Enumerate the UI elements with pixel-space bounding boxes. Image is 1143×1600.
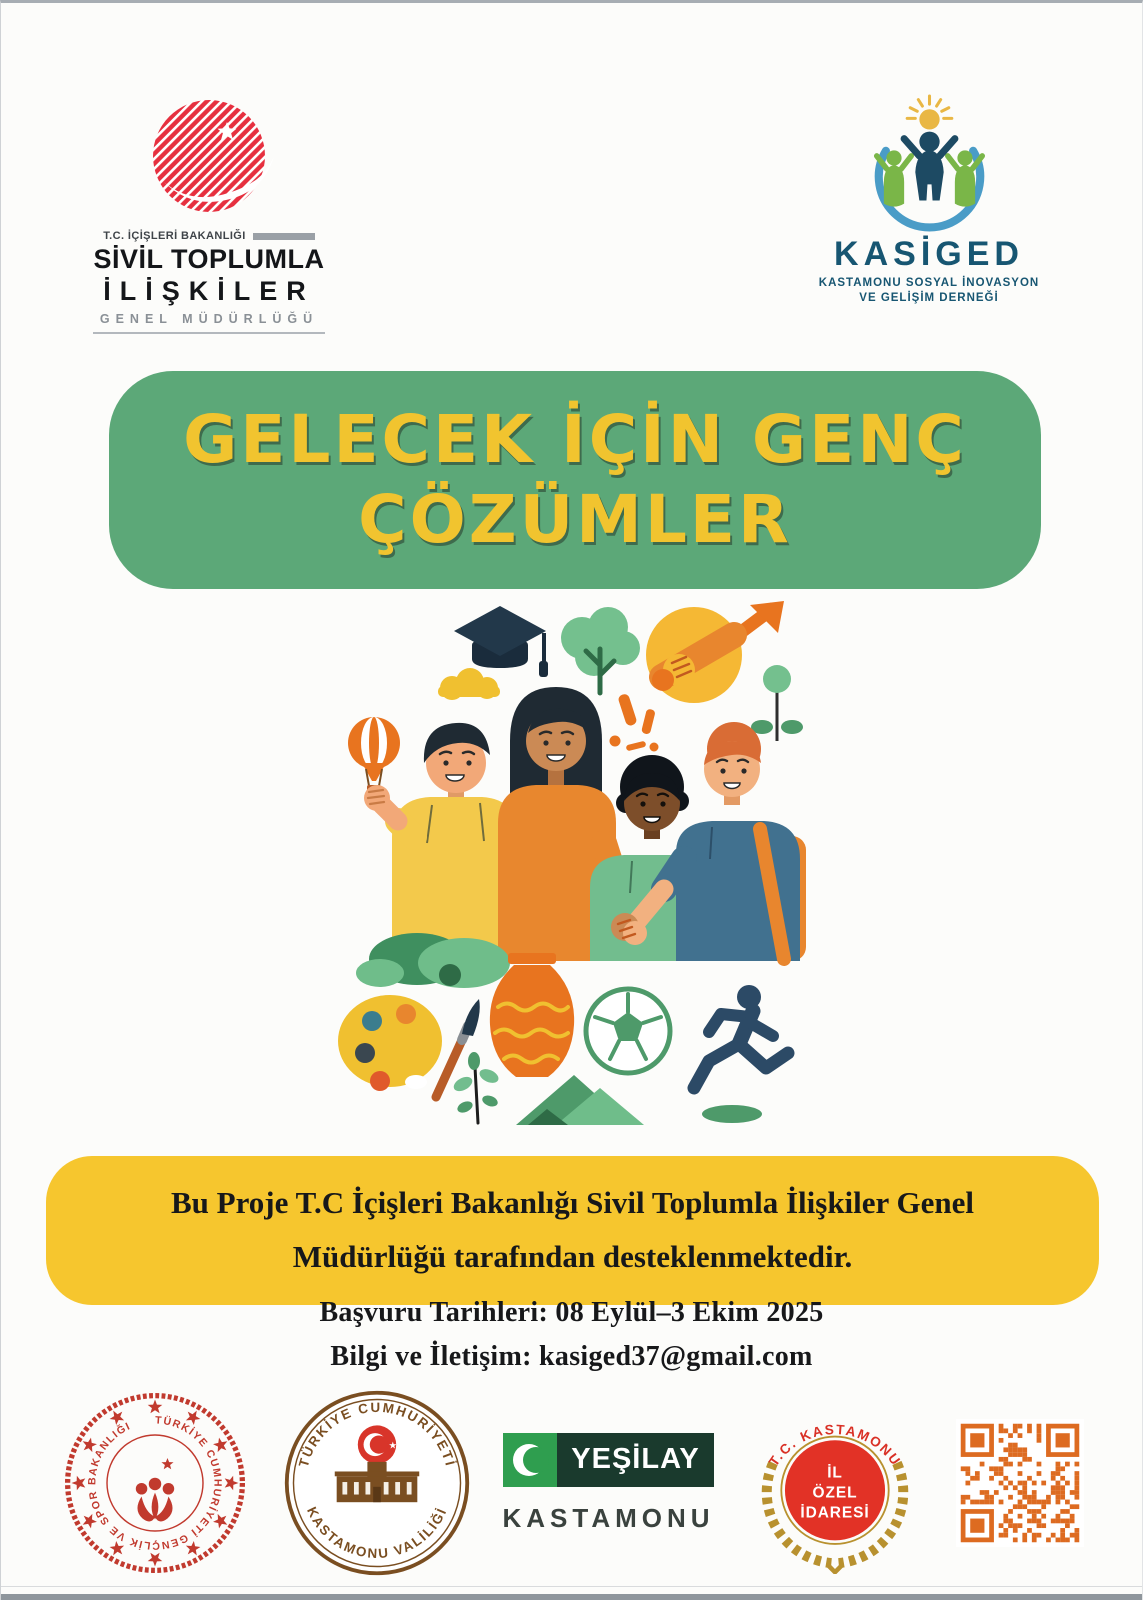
yesilay-logo <box>502 1433 714 1534</box>
soccer-ball-icon <box>586 989 670 1073</box>
genclik-spor-ring-text: TÜRKİYE CUMHURİYETİ GENÇLİK VE SPOR BAKANLIĞI <box>86 1414 224 1552</box>
contact-email: Bilgi ve İletişim: kasiged37@gmail.com <box>330 1341 813 1372</box>
kasiged-subtitle-2: VE GELİŞİM DERNEĞİ <box>859 292 999 304</box>
kasiged-emblem-icon <box>842 91 1017 233</box>
idare-arc-top: T.C. KASTAMONU <box>766 1421 905 1469</box>
application-dates: Başvuru Tarihleri: 08 Eylül–3 Ekim 2025 <box>319 1297 824 1328</box>
ministry-title-1: SİVİL TOPLUMLA <box>93 244 325 274</box>
support-banner <box>46 1156 1099 1305</box>
mountains-icon <box>516 1075 644 1125</box>
title-line-2: ÇÖZÜMLER <box>358 481 792 558</box>
palette-icon <box>338 995 442 1091</box>
ministry-logo <box>93 98 325 334</box>
qr-code <box>956 1419 1084 1547</box>
tree-icon <box>561 607 640 693</box>
il-ozel-idaresi-seal-icon <box>744 1392 926 1574</box>
grass-mound <box>702 1105 762 1123</box>
yesilay-brand: YEŞİLAY <box>557 1433 713 1487</box>
contact-block <box>1 1297 1142 1385</box>
graduation-cap-icon <box>454 606 548 677</box>
kasiged-subtitle-1: KASTAMONU SOSYAL İNOVASYON <box>818 277 1040 289</box>
valilik-arc-bottom: KASTAMONU VALİLİĞİ <box>303 1504 450 1562</box>
ministry-bar <box>253 233 315 240</box>
runner-icon <box>694 985 788 1123</box>
kastamonu-valiligi-seal-icon <box>281 1387 473 1579</box>
ministry-title-2: İLİŞKİLER <box>103 276 315 306</box>
hot-air-balloon-icon <box>348 717 400 795</box>
ministry-name-line <box>93 230 325 242</box>
handshake-growth-icon <box>646 601 784 703</box>
idare-line-1: İL <box>827 1464 844 1482</box>
valilik-flag-star: ★ <box>388 1440 397 1452</box>
footer-logos <box>1 1387 1142 1579</box>
valilik-arc-top: TÜRKİYE CUMHURİYETİ <box>295 1399 458 1469</box>
ministry-subtitle: GENEL MÜDÜRLÜĞÜ <box>93 312 325 334</box>
title-banner <box>109 371 1041 589</box>
idare-line-3: İDARESİ <box>800 1504 870 1522</box>
kasiged-logo <box>794 91 1064 304</box>
kasiged-name: KASİGED <box>834 235 1024 273</box>
ministry-name: T.C. İÇİŞLERİ BAKANLIĞI <box>103 230 246 242</box>
yesilay-crescent-icon <box>503 1433 557 1487</box>
yesilay-city: KASTAMONU <box>502 1502 715 1533</box>
plant-icon-right <box>751 665 803 741</box>
idare-line-2: ÖZEL <box>812 1484 858 1502</box>
plant-icon-bottom <box>451 1052 500 1123</box>
support-text: Bu Proje T.C İçişleri Bakanlığı Sivil Toplumla İlişkiler Genel Müdürlüğü tarafından desteklenmektedir. <box>171 1185 974 1275</box>
ministry-emblem-icon <box>134 98 284 220</box>
genclik-spor-seal-icon <box>59 1387 251 1579</box>
cloud-icon <box>438 668 500 700</box>
exclamation-icon <box>610 693 659 752</box>
title-line-1: GELECEK İÇİN GENÇ <box>183 401 967 478</box>
youth-illustration <box>332 591 812 1139</box>
genclik-spor-emblem <box>135 1454 174 1521</box>
